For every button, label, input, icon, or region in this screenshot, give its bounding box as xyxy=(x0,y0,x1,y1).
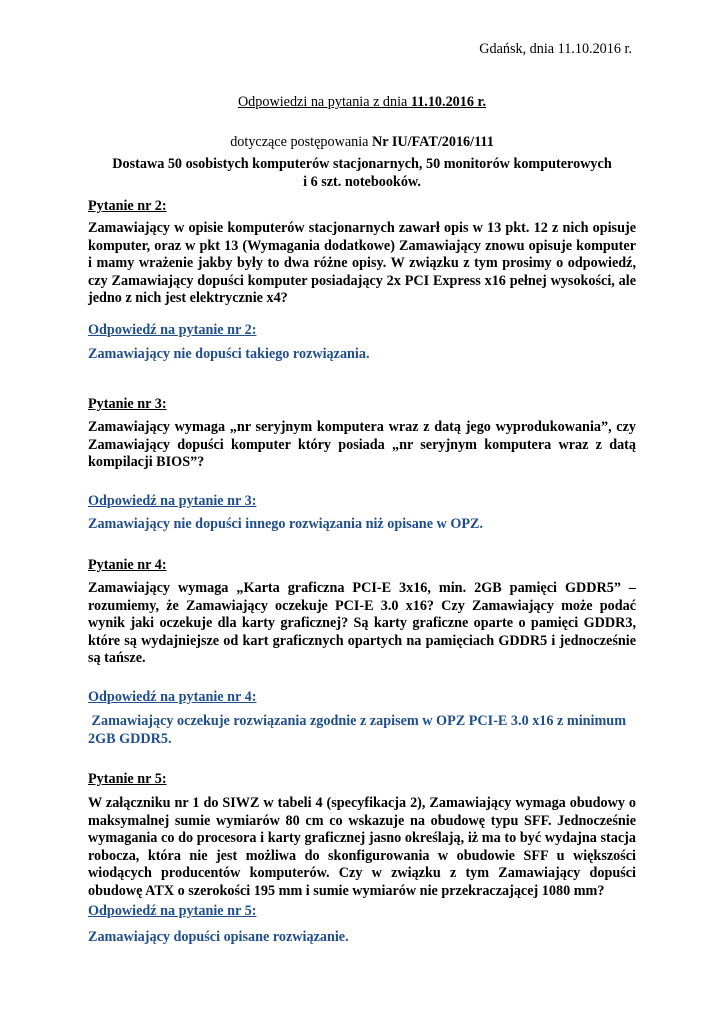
question-text-5: W załączniku nr 1 do SIWZ w tabeli 4 (specyfikacja 2), Zamawiający wymaga obudowy o maksymalnej sumie wymiarów 80 cm co wskazuje na obudowę typu SFF. Jednocześnie wymagania co do procesora i karty graficznej jasno określają, iż ma to być wydajna stacja robocza, która nie jest możliwa do skonfigurowania w obudowie SFF u większości wiodących producentów komputerów. Czy w związku z tym Zamawiający dopuści obudowę ATX o szerokości 195 mm i sumie wymiarów nie przekraczającej 1080 mm? xyxy=(88,795,636,899)
answer-label-3: Odpowiedź na pytanie nr 3: xyxy=(88,493,257,509)
answer-text-5: Zamawiający dopuści opisane rozwiązanie. xyxy=(88,929,349,945)
answer-text-2: Zamawiający nie dopuści takiego rozwiązania. xyxy=(88,346,370,362)
question-text-3: Zamawiający wymaga „nr seryjnym komputera wraz z datą jego wyprodukowania”, czy Zamawiający dopuści komputer który posiada „nr seryjnym komputera wraz z datą kompilacji BIOS”? xyxy=(88,419,636,470)
question-text-2: Zamawiający w opisie komputerów stacjonarnych zawarł opis w 13 pkt. 12 z nich opisuje komputer, oraz w pkt 13 (Wymagania dodatkowe) Zamawiający znowu opisuje komputer i mamy wrażenie jakby były to dwa różne opisy. W związku z tym prosimy o odpowiedź, czy Zamawiający dopuści komputer posiadający 2x PCI Express x16 pełnej wysokości, ale jedno z nich jest elektrycznie x4? xyxy=(88,220,636,306)
doc-subtitle-prefix: dotyczące postępowania xyxy=(230,134,373,150)
answer-label-5: Odpowiedź na pytanie nr 5: xyxy=(88,903,257,919)
question-label-5: Pytanie nr 5: xyxy=(88,771,167,787)
doc-title-date: 11.10.2016 r. xyxy=(410,94,487,110)
question-label-3: Pytanie nr 3: xyxy=(88,396,167,412)
date-line: Gdańsk, dnia 11.10.2016 r. xyxy=(479,41,632,57)
question-label-2: Pytanie nr 2: xyxy=(88,198,167,214)
doc-title-prefix: Odpowiedzi na pytania z dnia xyxy=(237,94,411,110)
doc-subject-line-2: i 6 szt. notebooków. xyxy=(303,173,421,190)
answer-text-4: Zamawiający oczekuje rozwiązania zgodnie z zapisem w OPZ PCI-E 3.0 x16 z minimum 2GB GDDR5. xyxy=(88,713,630,747)
doc-title xyxy=(88,94,636,112)
doc-subject xyxy=(88,156,636,191)
doc-reference-number: Nr IU/FAT/2016/111 xyxy=(372,134,494,150)
answer-text-3: Zamawiający nie dopuści innego rozwiązania niż opisane w OPZ. xyxy=(88,516,484,532)
answer-label-2: Odpowiedź na pytanie nr 2: xyxy=(88,322,257,338)
doc-subtitle xyxy=(88,134,636,152)
question-label-4: Pytanie nr 4: xyxy=(88,557,167,573)
doc-subject-line-1: Dostawa 50 osobistych komputerów stacjonarnych, 50 monitorów komputerowych xyxy=(112,156,612,172)
answer-label-4: Odpowiedź na pytanie nr 4: xyxy=(88,689,257,705)
question-text-4: Zamawiający wymaga „Karta graficzna PCI-E 3x16, min. 2GB pamięci GDDR5” – rozumiemy, że Zamawiający oczekuje PCI-E 3.0 x16? Czy Zamawiający może podać wynik jaki oczekuje dla karty graficznej? Są karty graficzne oparte o pamięci GDDR3, które są wydajniejsze od kart graficznych opartych na pamięciach GDDR5 i jednocześnie są tańsze. xyxy=(88,580,636,666)
